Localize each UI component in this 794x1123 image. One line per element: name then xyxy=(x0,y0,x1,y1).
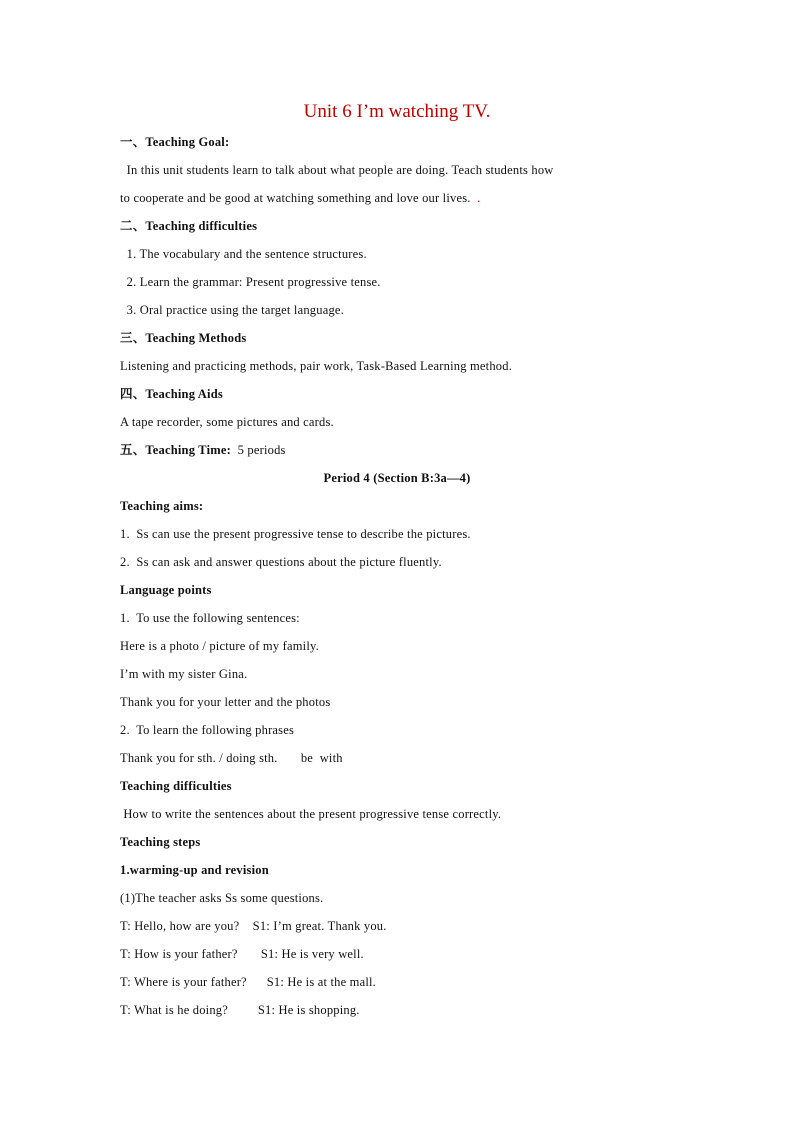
language-line: 1. To use the following sentences: xyxy=(120,611,300,625)
section-time-value: 5 periods xyxy=(230,443,286,457)
aids-text: A tape recorder, some pictures and cards. xyxy=(120,415,334,429)
difficulty-item: 3. Oral practice using the target language. xyxy=(120,303,344,317)
warming-up-heading: 1.warming-up and revision xyxy=(120,863,269,877)
steps-line: (1)The teacher asks Ss some questions. xyxy=(120,891,324,905)
teaching-steps-heading: Teaching steps xyxy=(120,835,201,849)
section-time xyxy=(120,441,286,459)
difficulty-item: 1. The vocabulary and the sentence structures. xyxy=(120,247,367,261)
goal-text-2 xyxy=(120,189,481,207)
period-heading: Period 4 (Section B:3a—4) xyxy=(323,471,471,485)
language-line: Thank you for sth. / doing sth. be with xyxy=(120,751,343,765)
language-line: Thank you for your letter and the photos xyxy=(120,695,331,709)
section-aids-heading: 四、Teaching Aids xyxy=(120,387,223,401)
language-line: Here is a photo / picture of my family. xyxy=(120,639,319,653)
goal-text-2-dot: . xyxy=(477,191,481,205)
language-line: 2. To learn the following phrases xyxy=(120,723,295,737)
document-title: Unit 6 I’m watching TV. xyxy=(303,101,491,122)
dialogue-line: T: Hello, how are you? S1: I’m great. Thank you. xyxy=(120,919,387,933)
dialogue-line: T: Where is your father? S1: He is at the mall. xyxy=(120,975,377,989)
difficulty-item: 2. Learn the grammar: Present progressive tense. xyxy=(120,275,381,289)
language-line: I’m with my sister Gina. xyxy=(120,667,248,681)
goal-text-1: In this unit students learn to talk about what people are doing. Teach students how xyxy=(120,163,554,177)
dialogue-line: T: What is he doing? S1: He is shopping. xyxy=(120,1003,360,1017)
aims-item: 1. Ss can use the present progressive tense to describe the pictures. xyxy=(120,527,471,541)
language-points-heading: Language points xyxy=(120,583,212,597)
section-methods-heading: 三、Teaching Methods xyxy=(120,331,247,345)
aims-heading: Teaching aims: xyxy=(120,499,204,513)
teaching-difficulties-text: How to write the sentences about the present progressive tense correctly. xyxy=(120,807,502,821)
goal-text-2-main: to cooperate and be good at watching something and love our lives. xyxy=(120,191,478,205)
section-difficulties-heading: 二、Teaching difficulties xyxy=(120,219,258,233)
dialogue-line: T: How is your father? S1: He is very well. xyxy=(120,947,364,961)
section-time-heading: 五、Teaching Time: xyxy=(120,443,231,457)
section-goal-heading: 一、Teaching Goal: xyxy=(120,135,230,149)
methods-text: Listening and practicing methods, pair work, Task-Based Learning method. xyxy=(120,359,513,373)
aims-item: 2. Ss can ask and answer questions about the picture fluently. xyxy=(120,555,442,569)
teaching-difficulties-heading: Teaching difficulties xyxy=(120,779,232,793)
